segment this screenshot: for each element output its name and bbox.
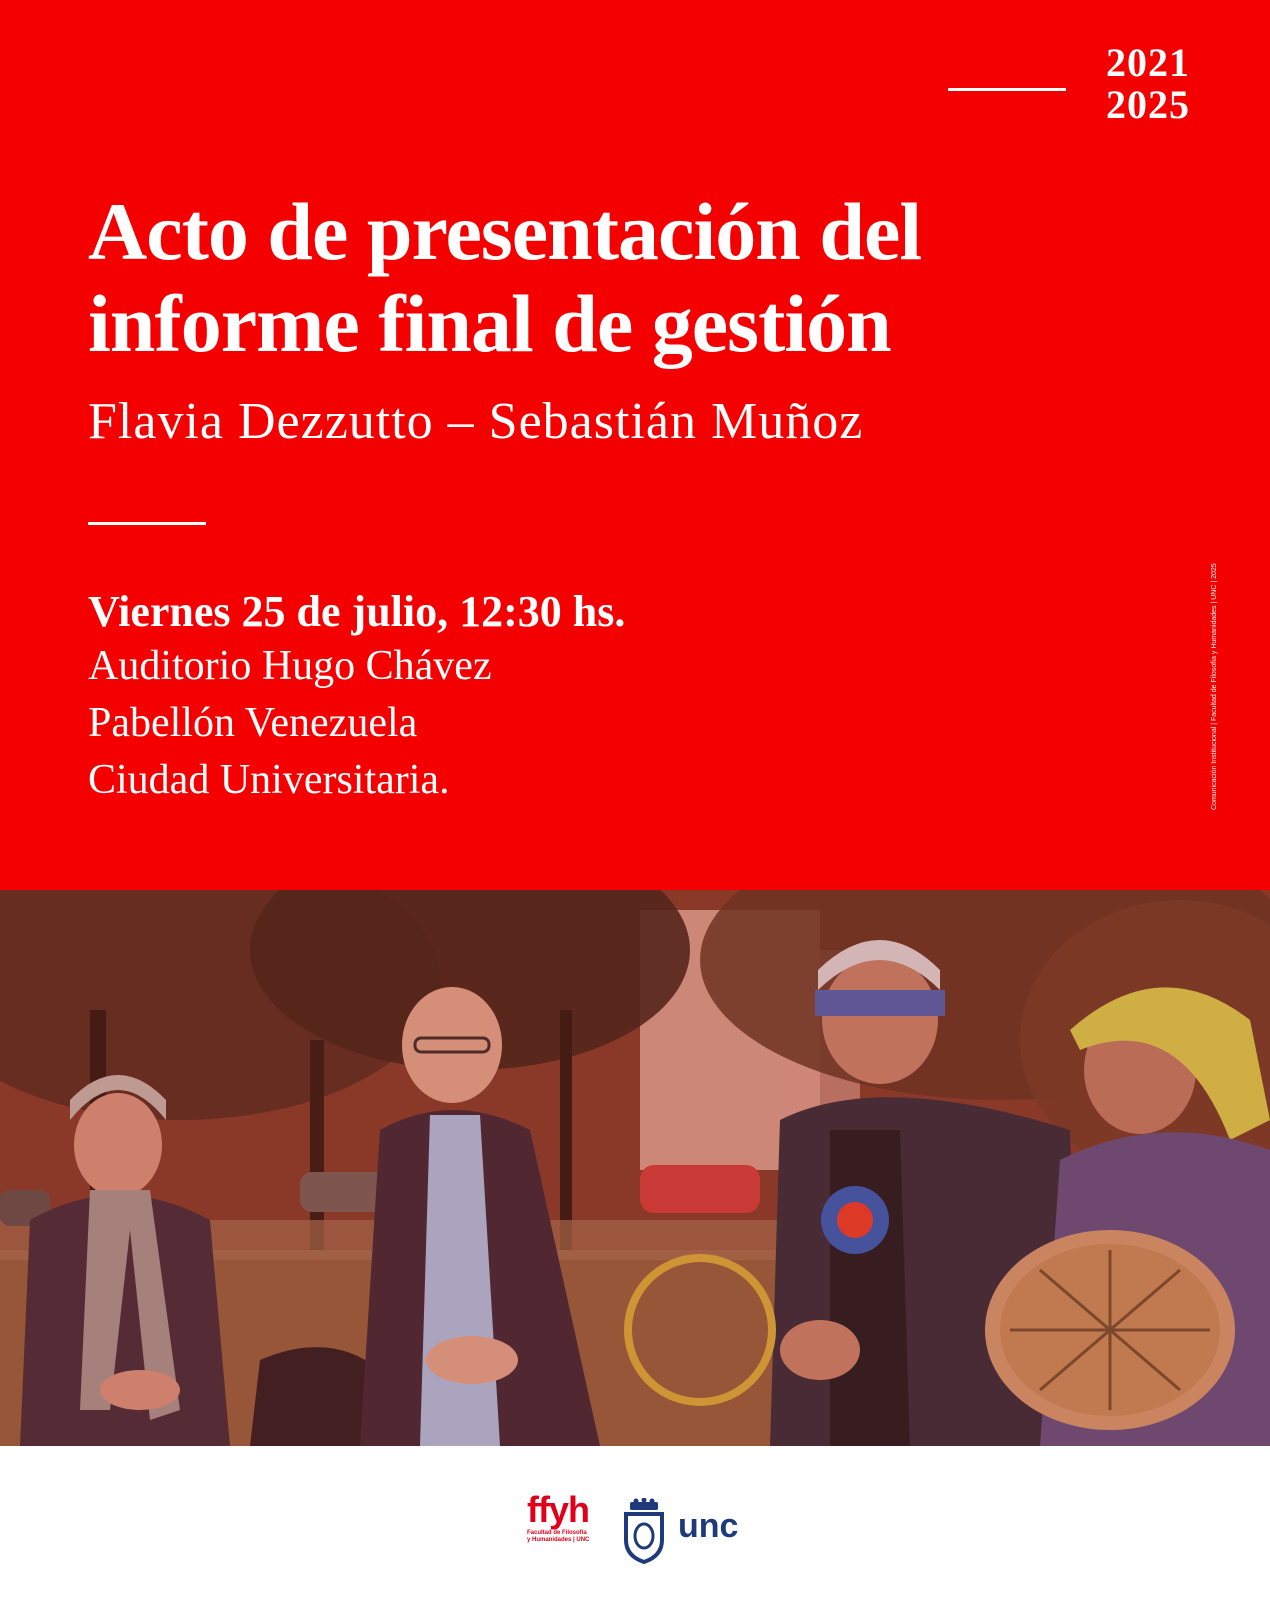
unc-crest-icon [620, 1498, 668, 1564]
photo-illustration [0, 890, 1270, 1446]
ffyh-logo [527, 1490, 607, 1564]
venue-line-3: Ciudad Universitaria. [88, 757, 450, 803]
footer-logos [0, 1446, 1270, 1600]
event-photo [0, 890, 1270, 1446]
speakers: Flavia Dezzutto – Sebastián Muñoz [88, 393, 864, 450]
ffyh-subtitle-2: y Humanidades | UNC [527, 1537, 590, 1543]
venue-line-2: Pabellón Venezuela [88, 700, 418, 746]
title-line-1: Acto de presentación del [88, 186, 922, 277]
venue-line-1: Auditorio Hugo Chávez [88, 643, 492, 689]
title-line-2: informe final de gestión [88, 278, 891, 369]
years-divider [948, 88, 1066, 91]
event-details [88, 586, 988, 809]
ffyh-subtitle-1: Facultad de Filosofía [527, 1530, 587, 1536]
event-date-time: Viernes 25 de julio, 12:30 hs. [88, 587, 626, 636]
credit-text: Comunicación Institucional | Facultad de Filosofía y Humanidades | UNC | 2025 [1211, 563, 1218, 810]
unc-logo-text: unc [678, 1507, 739, 1545]
event-title [88, 186, 1208, 370]
year-end: 2025 [1106, 82, 1190, 127]
section-divider [88, 522, 206, 525]
year-start: 2021 [1106, 40, 1190, 85]
credit-vertical [1196, 563, 1226, 810]
years-label [1106, 42, 1246, 126]
ffyh-logo-text: ffyh [527, 1489, 589, 1530]
